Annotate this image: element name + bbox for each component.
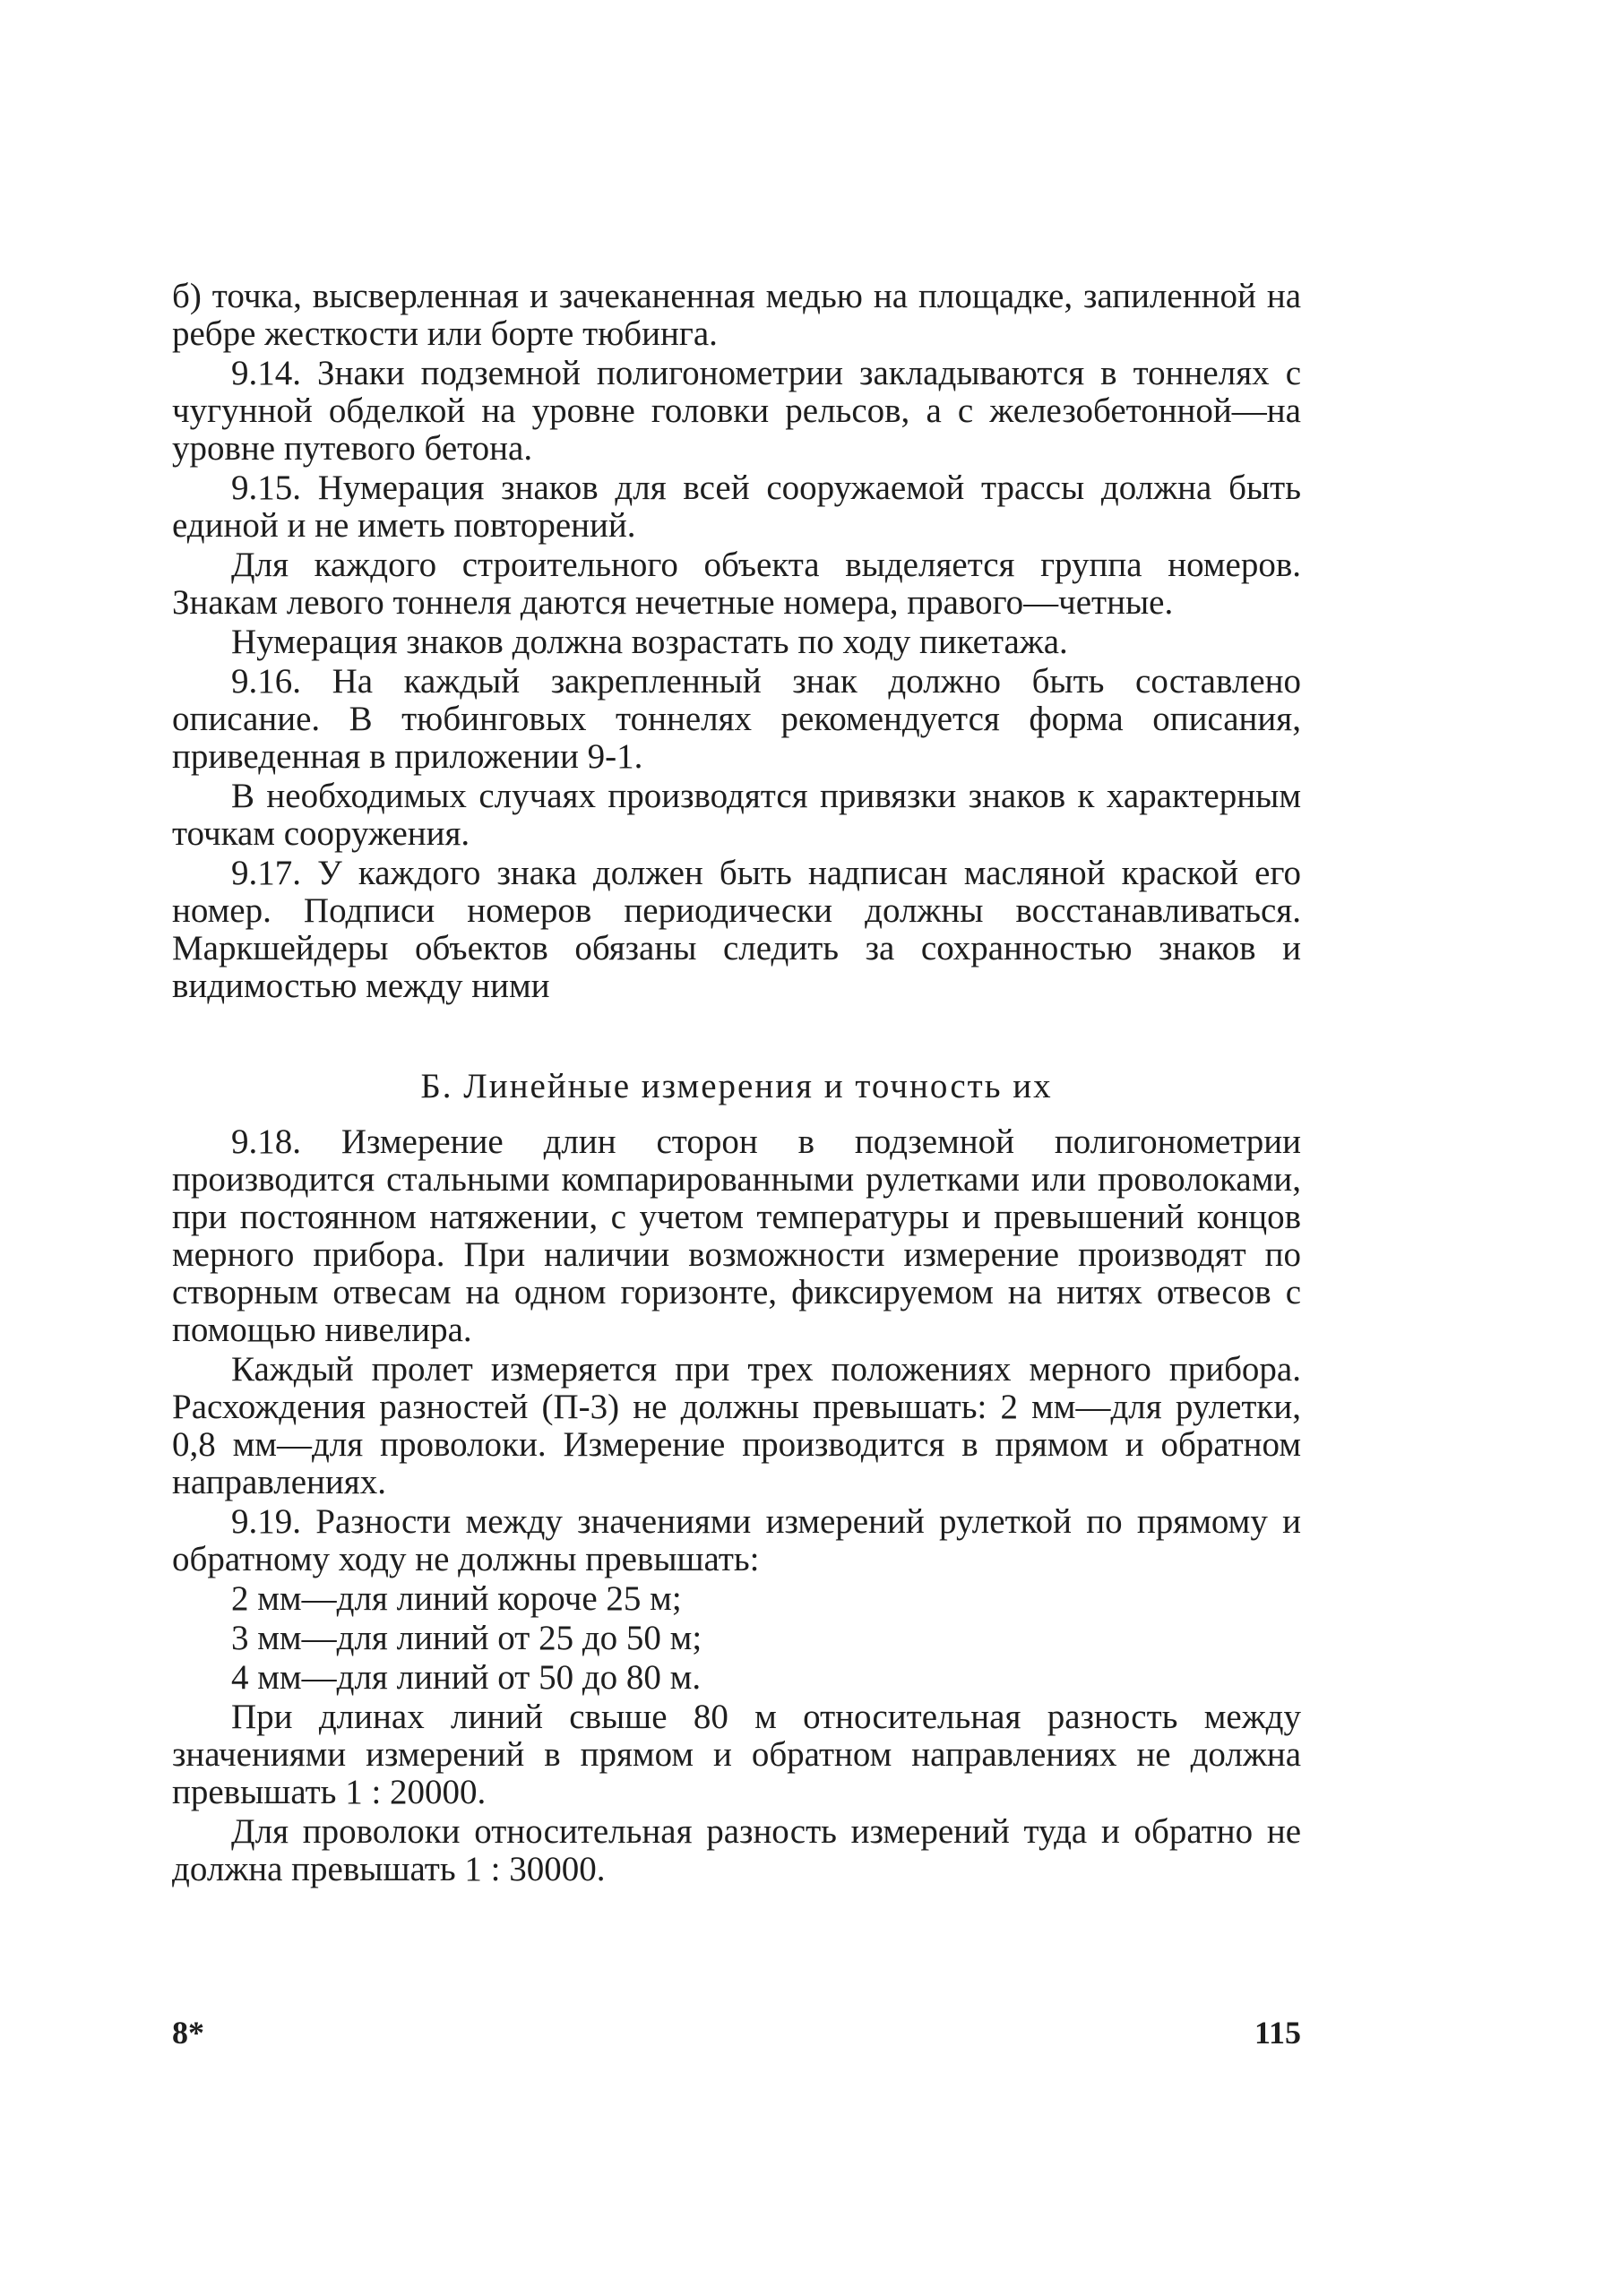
paragraph-numbering-order: Нумерация знаков должна возрастать по ходу пикетажа.	[231, 623, 1068, 661]
paragraph-9-16: 9.16. На каждый закрепленный знак должно быть составлено описание. В тюбинговых тоннелях рекомендуется форма описания, приведенная в приложении 9-1.	[172, 662, 1301, 776]
tolerance-item: 3 мм—для линий от 25 до 50 м;	[231, 1619, 702, 1657]
section-heading: Б. Линейные измерения и точность их	[420, 1067, 1053, 1105]
paragraph-9-19: 9.19. Разности между значениями измерений рулеткой по прямому и обратному ходу не должны превышать:	[172, 1502, 1301, 1578]
paragraph-9-18: 9.18. Измерение длин сторон в подземной полигонометрии производится стальными компарированными рулетками или проволоками, при постоянном натяжении, с учетом температуры и превышений концов мерного прибора. При наличии возможности измерение производят по створным отвесам на одном горизонте, фиксируемом на нитях отвесов с помощью нивелира.	[172, 1122, 1301, 1349]
paragraph-span-measurement: Каждый пролет измеряется при трех положениях мерного прибора. Расхождения разностей (П-3) не должны превышать: 2 мм—для рулетки, 0,8 мм—для проволоки. Измерение производится в прямом и обратном направлениях.	[172, 1350, 1301, 1501]
paragraph-item-b: б) точка, высверленная и зачеканенная медью на площадке, запиленной на ребре жесткости или борте тюбинга.	[172, 277, 1301, 353]
paragraph-9-17: 9.17. У каждого знака должен быть надписан масляной краской его номер. Подписи номеров периодически должны восстанавливаться. Маркшейдеры объектов обязаны следить за сохранностью знаков и видимостью между ними	[172, 854, 1301, 1005]
paragraph-9-15: 9.15. Нумерация знаков для всей сооружаемой трассы должна быть единой и не иметь повторений.	[172, 469, 1301, 545]
body-text	[172, 278, 1301, 1890]
page-number: 115	[1254, 2015, 1301, 2051]
paragraph-ties: В необходимых случаях производятся привязки знаков к характерным точкам сооружения.	[172, 777, 1301, 853]
paragraph-9-14: 9.14. Знаки подземной полигонометрии закладываются в тоннелях с чугунной обделкой на уровне головки рельсов, а с железобетонной—на уровне путевого бетона.	[172, 354, 1301, 468]
paragraph-wire: Для проволоки относительная разность измерений туда и обратно не должна превышать 1 : 30000.	[172, 1812, 1301, 1888]
tolerance-item: 2 мм—для линий короче 25 м;	[231, 1579, 682, 1618]
tolerance-item: 4 мм—для линий от 50 до 80 м.	[231, 1658, 702, 1697]
paragraph-numbering-groups: Для каждого строительного объекта выделяется группа номеров. Знакам левого тоннеля даются нечетные номера, правого—четные.	[172, 546, 1301, 622]
signature-mark: 8*	[172, 2015, 204, 2051]
paragraph-long-lines: При длинах линий свыше 80 м относительная разность между значениями измерений в прямом и обратном направлениях не должна превышать 1 : 20000.	[172, 1698, 1301, 1811]
